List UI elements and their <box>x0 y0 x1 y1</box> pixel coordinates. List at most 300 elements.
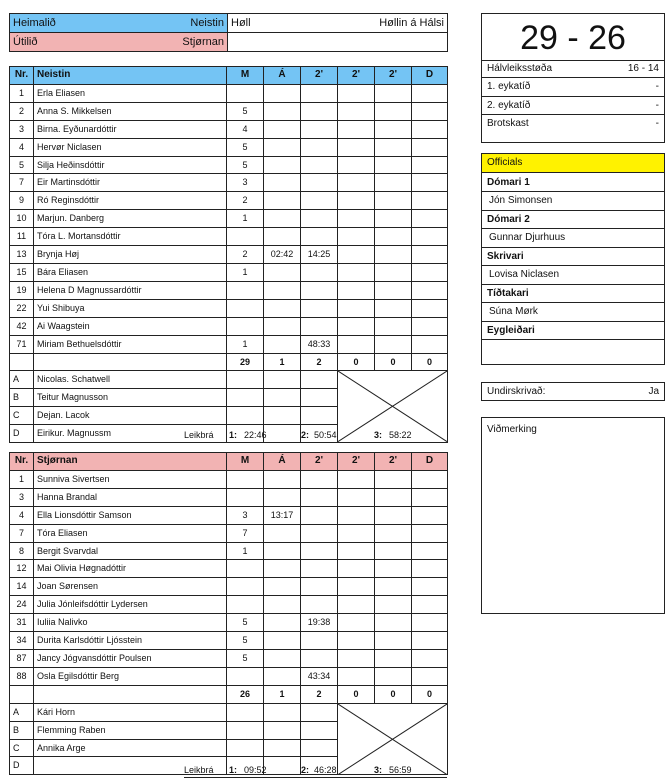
empty-cell <box>375 228 412 246</box>
player-suspension <box>301 120 338 138</box>
player-name: Bára Eliasen <box>34 263 227 281</box>
official-name: Dejan. Lacok <box>34 407 227 425</box>
official-suspension <box>301 407 338 425</box>
away-timeout-3-num: 3: <box>374 765 383 775</box>
home-timeouts <box>9 429 447 443</box>
official-goals <box>227 703 264 721</box>
empty-cell <box>412 542 448 560</box>
empty-cell <box>375 156 412 174</box>
official-warning <box>264 407 301 425</box>
player-goals <box>227 84 264 102</box>
player-goals: 2 <box>227 192 264 210</box>
hall-cell <box>228 14 448 33</box>
table-row <box>10 596 448 614</box>
table-row <box>10 560 448 578</box>
player-suspension <box>301 263 338 281</box>
table-row <box>10 470 448 488</box>
col-suspension-2: 2' <box>338 67 375 85</box>
player-goals <box>227 488 264 506</box>
player-suspension <box>301 506 338 524</box>
empty-cell <box>375 488 412 506</box>
player-number: 34 <box>10 632 34 650</box>
player-suspension <box>301 84 338 102</box>
match-info-table <box>9 13 448 52</box>
player-goals <box>227 667 264 685</box>
empty-cell <box>338 560 375 578</box>
player-number: 15 <box>10 263 34 281</box>
player-name: Birna. Eyðunardóttir <box>34 120 227 138</box>
empty-cell <box>338 246 375 264</box>
empty-cell <box>375 246 412 264</box>
empty-cell <box>375 317 412 335</box>
empty-cell <box>338 210 375 228</box>
player-number: 3 <box>10 488 34 506</box>
referee-1-label: Dómari 1 <box>487 177 530 188</box>
official-goals <box>227 371 264 389</box>
empty-cell <box>338 506 375 524</box>
col-goals: M <box>227 67 264 85</box>
col-nr: Nr. <box>10 67 34 85</box>
player-suspension <box>301 138 338 156</box>
player-suspension <box>301 317 338 335</box>
extra-time-1-row <box>482 77 664 96</box>
col-suspension-2: 2' <box>338 453 375 471</box>
player-goals <box>227 560 264 578</box>
player-name: Ró Reginsdóttir <box>34 192 227 210</box>
player-name: Miriam Bethuelsdóttir <box>34 335 227 353</box>
empty-cell <box>375 524 412 542</box>
home-timeout-1-num: 1: <box>229 430 238 440</box>
official-letter: A <box>10 703 34 721</box>
empty-cell <box>338 614 375 632</box>
player-number: 13 <box>10 246 34 264</box>
player-number: 4 <box>10 138 34 156</box>
official-letter: C <box>10 739 34 757</box>
home-timeout-3-num: 3: <box>374 430 383 440</box>
player-name: Tóra L. Mortansdóttir <box>34 228 227 246</box>
empty-cell <box>412 578 448 596</box>
score-panel <box>481 13 665 143</box>
player-name: Ella Lionsdóttir Samson <box>34 506 227 524</box>
empty-cell <box>412 614 448 632</box>
official-goals <box>227 721 264 739</box>
empty-cell <box>412 524 448 542</box>
remarks-box <box>481 417 665 614</box>
penalties-row <box>482 114 664 133</box>
table-row <box>10 102 448 120</box>
col-goals: M <box>227 453 264 471</box>
player-goals <box>227 299 264 317</box>
empty-cell <box>412 299 448 317</box>
table-row <box>10 228 448 246</box>
table-row <box>10 614 448 632</box>
player-name: Helena D Magnussardóttir <box>34 281 227 299</box>
player-number: 2 <box>10 102 34 120</box>
player-number: 71 <box>10 335 34 353</box>
player-suspension: 48:33 <box>301 335 338 353</box>
player-number: 87 <box>10 649 34 667</box>
empty-cell <box>412 488 448 506</box>
total-suspensions-1: 2 <box>301 353 338 371</box>
player-goals <box>227 228 264 246</box>
referee-2-name: Gunnar Djurhuus <box>482 228 664 247</box>
away-timeout-2: 46:28 <box>314 765 337 775</box>
empty-cell <box>375 84 412 102</box>
official-suspension <box>301 739 338 757</box>
empty-cell <box>375 632 412 650</box>
player-goals: 1 <box>227 263 264 281</box>
total-suspensions-1: 2 <box>301 685 338 703</box>
player-warning <box>264 335 301 353</box>
empty-cell <box>338 120 375 138</box>
referee-1-name: Jón Simonsen <box>482 191 664 210</box>
extra-time-2-label: 2. eykatíð <box>487 99 531 111</box>
away-timeout-1: 09:52 <box>244 765 267 775</box>
team-official-row <box>10 703 448 721</box>
official-goals <box>227 407 264 425</box>
team-official-row <box>10 371 448 389</box>
player-number: 24 <box>10 596 34 614</box>
table-row <box>10 120 448 138</box>
total-suspensions-3: 0 <box>375 685 412 703</box>
away-timeout-2-num: 2: <box>301 765 310 775</box>
empty-cell <box>375 560 412 578</box>
player-name: Durita Karlsdóttir Ljósstein <box>34 632 227 650</box>
player-suspension <box>301 524 338 542</box>
official-letter: A <box>10 371 34 389</box>
player-warning <box>264 299 301 317</box>
player-number: 14 <box>10 578 34 596</box>
player-goals: 3 <box>227 174 264 192</box>
player-warning <box>264 542 301 560</box>
official-warning <box>264 371 301 389</box>
empty-cell <box>375 281 412 299</box>
away-roster-table <box>9 452 448 775</box>
player-suspension: 14:25 <box>301 246 338 264</box>
player-goals: 4 <box>227 120 264 138</box>
table-row <box>10 263 448 281</box>
player-warning <box>264 470 301 488</box>
empty-cell <box>338 192 375 210</box>
player-goals: 3 <box>227 506 264 524</box>
delegate-name <box>482 339 664 358</box>
empty-cell <box>412 470 448 488</box>
empty-cell <box>338 335 375 353</box>
player-name: Silja Heðinsdóttir <box>34 156 227 174</box>
official-letter: B <box>10 389 34 407</box>
player-warning <box>264 192 301 210</box>
table-row <box>10 299 448 317</box>
empty-cell <box>375 578 412 596</box>
player-goals <box>227 596 264 614</box>
empty-cell <box>412 84 448 102</box>
table-row <box>10 192 448 210</box>
player-name: Tóra Eliasen <box>34 524 227 542</box>
officials-panel <box>481 153 665 365</box>
player-number: 31 <box>10 614 34 632</box>
empty-cell <box>412 210 448 228</box>
empty-cell <box>338 488 375 506</box>
empty-cell <box>375 335 412 353</box>
home-team-header: Neistin <box>34 67 227 85</box>
player-warning <box>264 317 301 335</box>
table-row <box>10 506 448 524</box>
table-row <box>10 281 448 299</box>
empty-cell <box>412 649 448 667</box>
player-suspension <box>301 210 338 228</box>
total-warnings: 1 <box>264 353 301 371</box>
extra-time-2-row <box>482 96 664 115</box>
empty-cell <box>338 84 375 102</box>
official-warning <box>264 721 301 739</box>
player-goals: 1 <box>227 542 264 560</box>
empty-cell <box>338 317 375 335</box>
empty-cell <box>375 263 412 281</box>
player-goals <box>227 317 264 335</box>
empty-cell <box>375 614 412 632</box>
player-goals <box>227 470 264 488</box>
empty-cell <box>338 524 375 542</box>
table-row <box>10 578 448 596</box>
player-number: 88 <box>10 667 34 685</box>
player-goals: 5 <box>227 632 264 650</box>
empty-cell <box>338 228 375 246</box>
secretary-name: Lovisa Niclasen <box>482 265 664 284</box>
player-goals: 5 <box>227 649 264 667</box>
home-timeout-2-num: 2: <box>301 430 310 440</box>
col-nr: Nr. <box>10 453 34 471</box>
table-row <box>10 542 448 560</box>
player-goals: 2 <box>227 246 264 264</box>
player-warning <box>264 614 301 632</box>
player-name: Hanna Brandal <box>34 488 227 506</box>
total-warnings: 1 <box>264 685 301 703</box>
player-name: Iuliia Nalivko <box>34 614 227 632</box>
col-warning: Á <box>264 453 301 471</box>
player-name: Osla Egilsdóttir Berg <box>34 667 227 685</box>
timekeeper-label: Tíðtakari <box>482 284 664 303</box>
player-goals: 5 <box>227 102 264 120</box>
player-warning <box>264 210 301 228</box>
official-suspension <box>301 721 338 739</box>
final-score: 29 - 26 <box>482 14 664 61</box>
empty-cell <box>412 156 448 174</box>
total-suspensions-2: 0 <box>338 685 375 703</box>
empty-cell <box>412 192 448 210</box>
official-warning <box>264 739 301 757</box>
col-suspension-1: 2' <box>301 67 338 85</box>
official-letter: D <box>10 425 34 443</box>
player-warning <box>264 228 301 246</box>
signed-box <box>481 382 665 401</box>
player-warning <box>264 138 301 156</box>
player-name: Eir Martinsdóttir <box>34 174 227 192</box>
player-number: 3 <box>10 120 34 138</box>
player-warning <box>264 667 301 685</box>
empty-cell <box>338 667 375 685</box>
player-name: Erla Eliasen <box>34 84 227 102</box>
remarks-label: Viðmerking <box>487 424 537 435</box>
player-suspension <box>301 192 338 210</box>
empty-cell <box>338 156 375 174</box>
player-name: Jancy Jógvansdóttir Poulsen <box>34 649 227 667</box>
home-roster-table <box>9 66 448 443</box>
empty-cell <box>412 506 448 524</box>
official-name: Nicolas. Schatwell <box>34 371 227 389</box>
official-warning <box>264 703 301 721</box>
player-number: 5 <box>10 156 34 174</box>
total-disqualifications: 0 <box>412 353 448 371</box>
signed-label: Undirskrivað: <box>487 386 546 397</box>
home-header-row <box>10 67 448 85</box>
player-warning <box>264 632 301 650</box>
player-suspension <box>301 174 338 192</box>
player-number: 1 <box>10 470 34 488</box>
empty-cell <box>375 667 412 685</box>
extra-time-2-value: - <box>655 99 659 111</box>
empty-cell <box>412 120 448 138</box>
table-row <box>10 156 448 174</box>
halftime-row <box>482 61 664 77</box>
official-suspension <box>301 371 338 389</box>
empty-cell <box>375 174 412 192</box>
extra-time-1-value: - <box>655 81 659 92</box>
halftime-label: Hálvleiksstøða <box>487 63 553 74</box>
official-name: Teitur Magnusson <box>34 389 227 407</box>
player-warning: 13:17 <box>264 506 301 524</box>
empty-cell <box>375 506 412 524</box>
penalties-value: - <box>655 118 659 129</box>
table-row <box>10 84 448 102</box>
away-team-header: Stjørnan <box>34 453 227 471</box>
empty-cell <box>412 317 448 335</box>
total-goals: 29 <box>227 353 264 371</box>
empty-cell <box>375 299 412 317</box>
away-timeouts <box>9 764 447 778</box>
away-team-name: Stjørnan <box>182 36 224 48</box>
player-suspension: 19:38 <box>301 614 338 632</box>
player-number: 7 <box>10 524 34 542</box>
official-name: Eirikur. Magnussm <box>34 425 227 443</box>
player-warning <box>264 524 301 542</box>
empty-cell <box>375 596 412 614</box>
extra-time-1-label: 1. eykatíð <box>487 81 531 92</box>
officials-title: Officials <box>482 154 664 173</box>
empty-cell <box>338 263 375 281</box>
official-letter: B <box>10 721 34 739</box>
halftime-value: 16 - 14 <box>627 63 659 74</box>
home-team-cell <box>10 14 228 33</box>
player-goals <box>227 578 264 596</box>
player-suspension <box>301 578 338 596</box>
table-row <box>10 649 448 667</box>
away-label: Útilið <box>13 36 38 48</box>
empty-cell <box>412 596 448 614</box>
player-name: Yui Shibuya <box>34 299 227 317</box>
player-warning <box>264 578 301 596</box>
empty-cell <box>412 138 448 156</box>
official-name: Flemming Raben <box>34 721 227 739</box>
col-disqualification: D <box>412 67 448 85</box>
empty-cell <box>338 578 375 596</box>
col-disqualification: D <box>412 453 448 471</box>
table-row <box>10 210 448 228</box>
empty-cell <box>412 667 448 685</box>
official-warning <box>264 389 301 407</box>
table-row <box>10 174 448 192</box>
player-name: Ai Waagstein <box>34 317 227 335</box>
away-header-row <box>10 453 448 471</box>
table-row <box>10 335 448 353</box>
player-suspension <box>301 228 338 246</box>
empty-cell <box>375 138 412 156</box>
empty-cell <box>338 542 375 560</box>
player-goals: 1 <box>227 335 264 353</box>
total-disqualifications: 0 <box>412 685 448 703</box>
player-number: 19 <box>10 281 34 299</box>
table-row <box>10 524 448 542</box>
total-suspensions-3: 0 <box>375 353 412 371</box>
player-number: 22 <box>10 299 34 317</box>
player-name: Marjun. Danberg <box>34 210 227 228</box>
table-row <box>10 138 448 156</box>
col-suspension-3: 2' <box>375 67 412 85</box>
penalties-label: Brotskast <box>487 118 529 129</box>
table-row <box>10 488 448 506</box>
home-timeout-3: 58:22 <box>389 430 412 440</box>
player-warning <box>264 649 301 667</box>
player-number: 7 <box>10 174 34 192</box>
empty-cell <box>412 560 448 578</box>
empty-cell <box>338 299 375 317</box>
empty-cell <box>375 470 412 488</box>
official-name: Annika Arge <box>34 739 227 757</box>
player-suspension <box>301 281 338 299</box>
player-name: Anna S. Mikkelsen <box>34 102 227 120</box>
secretary-label: Skrivari <box>482 247 664 266</box>
empty-cell <box>375 649 412 667</box>
away-team-cell <box>10 33 228 52</box>
empty-info-cell <box>228 33 448 52</box>
player-suspension <box>301 299 338 317</box>
empty-cell <box>412 246 448 264</box>
home-team-name: Neistin <box>190 17 224 29</box>
empty-cell <box>34 353 227 371</box>
empty-cell <box>10 685 34 703</box>
empty-cell <box>34 685 227 703</box>
home-label: Heimalið <box>13 17 56 29</box>
col-suspension-1: 2' <box>301 453 338 471</box>
total-suspensions-2: 0 <box>338 353 375 371</box>
player-suspension <box>301 470 338 488</box>
table-row <box>10 632 448 650</box>
official-suspension <box>301 703 338 721</box>
player-warning <box>264 560 301 578</box>
player-number: 12 <box>10 560 34 578</box>
player-goals: 5 <box>227 156 264 174</box>
player-name: Sunniva Sivertsen <box>34 470 227 488</box>
empty-cell <box>375 192 412 210</box>
timekeeper-name: Súna Mørk <box>482 302 664 321</box>
empty-cell <box>412 281 448 299</box>
player-goals <box>227 281 264 299</box>
hall-label: Høll <box>231 17 251 29</box>
player-number: 4 <box>10 506 34 524</box>
total-goals: 26 <box>227 685 264 703</box>
empty-cell <box>375 542 412 560</box>
empty-cell <box>10 353 34 371</box>
home-totals-row <box>10 353 448 371</box>
